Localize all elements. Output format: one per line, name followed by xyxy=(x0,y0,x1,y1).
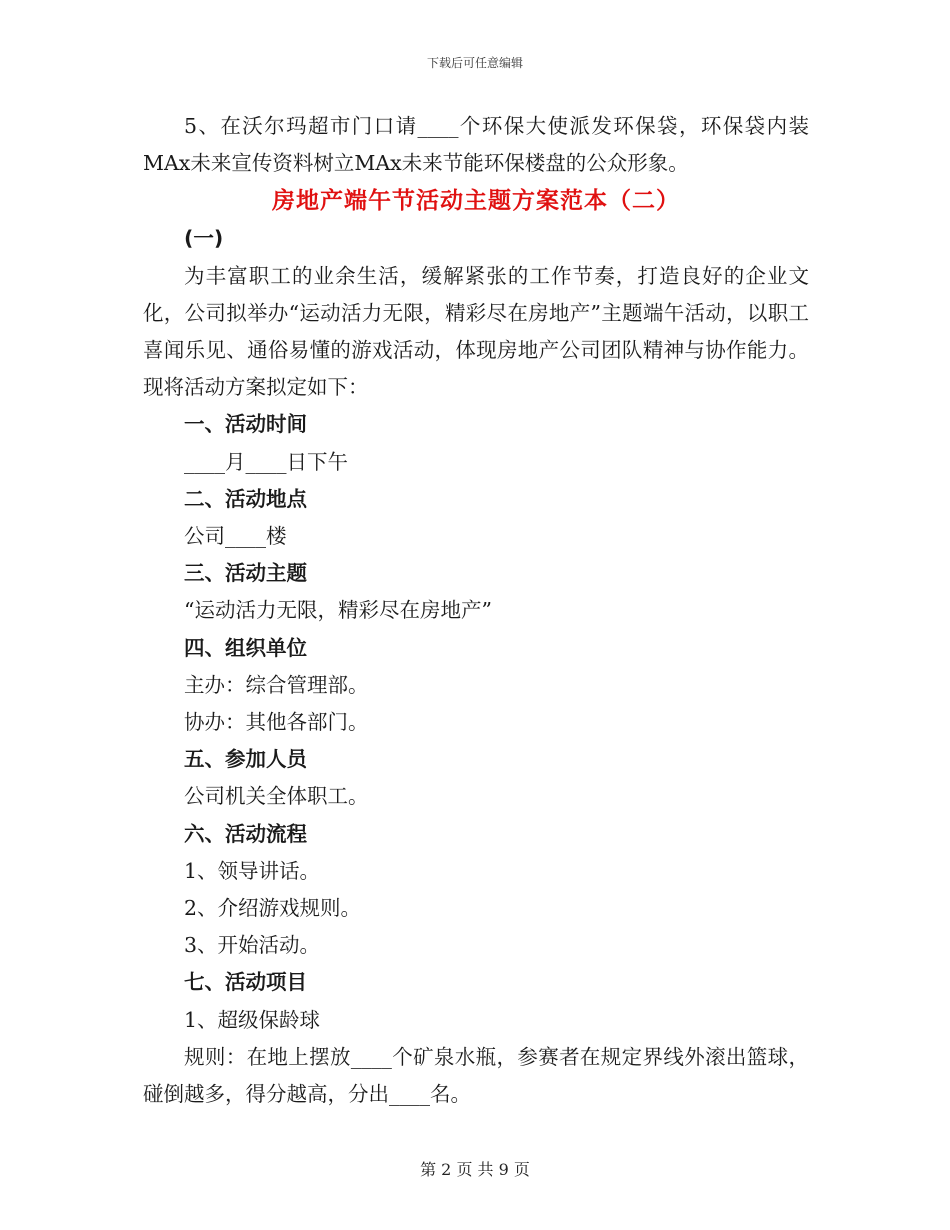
place-heading: 二、活动地点 xyxy=(184,486,307,511)
time-heading: 一、活动时间 xyxy=(184,412,307,437)
page-number: 第 2 页 共 9 页 xyxy=(420,1160,530,1179)
header-note: 下载后可任意编辑 xyxy=(426,56,523,70)
intro-paragraph: 为丰富职工的业余生活，缓解紧张的工作节奏，打造良好的企业文化，公司拟举办“运动活力无限，精彩尽在房地产”主题端午活动，以职工喜闻乐见、通俗易懂的游戏活动，体现房地产公司团队精神与协作能力。现将活动方案拟定如下： xyxy=(143,263,809,400)
process-step-1: 1、领导讲话。 xyxy=(184,858,321,883)
participants-value: 公司机关全体职工。 xyxy=(184,784,369,809)
theme-value: “运动活力无限，精彩尽在房地产” xyxy=(184,598,492,623)
process-step-2: 2、介绍游戏规则。 xyxy=(184,896,362,921)
org-heading: 四、组织单位 xyxy=(184,635,307,660)
intro-item-5: 5、在沃尔玛超市门口请____个环保大使派发环保袋，环保袋内装MAx未来宣传资料树立MAx未来节能环保楼盘的公众形象。 xyxy=(143,114,809,176)
document-body xyxy=(143,108,809,1113)
process-step-3: 3、开始活动。 xyxy=(184,933,321,958)
time-value: ____月____日下午 xyxy=(184,449,348,474)
item-1-title: 1、超级保龄球 xyxy=(184,1007,321,1032)
participants-heading: 五、参加人员 xyxy=(184,747,307,772)
place-value: 公司____楼 xyxy=(184,524,287,549)
org-host: 主办：综合管理部。 xyxy=(184,672,369,697)
items-heading: 七、活动项目 xyxy=(184,970,307,995)
org-cohost: 协办：其他各部门。 xyxy=(184,710,369,735)
section-marker: (一) xyxy=(184,226,224,251)
document-title: 房地产端午节活动主题方案范本（二） xyxy=(272,188,680,215)
theme-heading: 三、活动主题 xyxy=(184,561,307,586)
item-1-rule: 规则：在地上摆放____个矿泉水瓶，参赛者在规定界线外滚出篮球，碰倒越多，得分越高，分出____名。 xyxy=(143,1044,809,1107)
process-heading: 六、活动流程 xyxy=(184,821,307,846)
